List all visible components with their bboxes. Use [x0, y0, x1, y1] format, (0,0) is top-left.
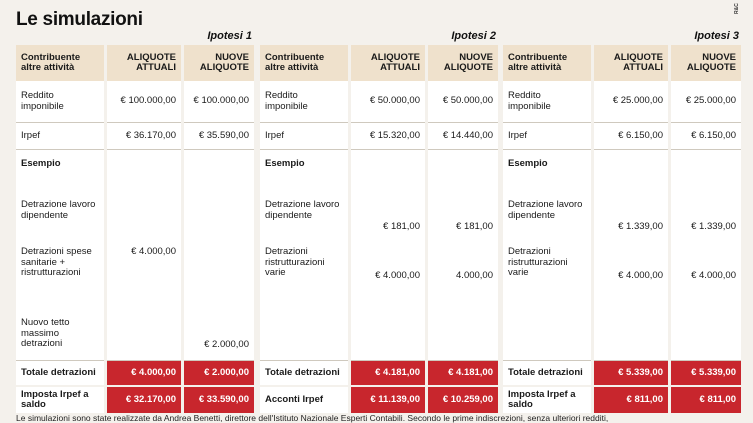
irpef-nuove: € 6.150,00: [671, 123, 741, 150]
header-contribuente: Contribuente altre attività: [16, 45, 104, 81]
imposta-attuali: € 811,00: [594, 387, 668, 413]
example-nuove-cell: [671, 150, 741, 361]
totale-nuove: € 5.339,00: [671, 361, 741, 387]
reddito-label: Reddito imponibile: [260, 81, 348, 123]
page-title: Le simulazioni: [16, 9, 143, 30]
totale-attuali: € 5.339,00: [594, 361, 668, 387]
item1-attuali: € 181,00: [383, 221, 420, 232]
item2-nuove: 4.000,00: [456, 270, 493, 281]
esempio-heading: Esempio: [21, 158, 61, 169]
header-nuove-aliquote: NUOVE ALIQUOTE: [428, 45, 498, 81]
reddito-attuali: € 25.000,00: [594, 81, 668, 123]
esempio-heading: Esempio: [508, 158, 548, 169]
header-aliquote-attuali: ALIQUOTE ATTUALI: [351, 45, 425, 81]
ipotesi-label: Ipotesi 2: [451, 30, 496, 42]
header-contribuente: Contribuente altre attività: [260, 45, 348, 81]
item1-label: Detrazione lavoro dipendente: [508, 199, 583, 221]
reddito-attuali: € 100.000,00: [107, 81, 181, 123]
simulation-table: [260, 45, 498, 413]
header-contribuente: Contribuente altre attività: [503, 45, 591, 81]
imposta-nuove: € 811,00: [671, 387, 741, 413]
item2-nuove: € 4.000,00: [691, 270, 736, 281]
example-label-cell: [260, 150, 348, 361]
example-attuali-cell: [594, 150, 668, 361]
irpef-label: Irpef: [503, 123, 591, 150]
totale-nuove: € 2.000,00: [184, 361, 254, 387]
irpef-attuali: € 6.150,00: [594, 123, 668, 150]
imposta-label: Imposta Irpef a saldo: [503, 387, 591, 413]
item1-label: Detrazione lavoro dipendente: [265, 199, 340, 221]
imposta-nuove: € 10.259,00: [428, 387, 498, 413]
example-label-cell: [503, 150, 591, 361]
header-nuove-aliquote: NUOVE ALIQUOTE: [671, 45, 741, 81]
item1-nuove: € 181,00: [456, 221, 493, 232]
ipotesi-label: Ipotesi 1: [207, 30, 252, 42]
reddito-attuali: € 50.000,00: [351, 81, 425, 123]
item2-label: Detrazioni spese sanitarie + ristrutturazioni: [21, 246, 92, 278]
totale-nuove: € 4.181,00: [428, 361, 498, 387]
totale-label: Totale detrazioni: [503, 361, 591, 387]
reddito-label: Reddito imponibile: [503, 81, 591, 123]
totale-label: Totale detrazioni: [260, 361, 348, 387]
footnote: Le simulazioni sono state realizzate da Andrea Benetti, direttore dell'Istituto Nazionale Esperti Contabili. Secondo le prime indiscrezioni, senza ulteriori redditi,: [16, 413, 609, 423]
imposta-attuali: € 11.139,00: [351, 387, 425, 413]
imposta-attuali: € 32.170,00: [107, 387, 181, 413]
simulation-table: [503, 45, 741, 413]
example-attuali-cell: [351, 150, 425, 361]
example-attuali-cell: [107, 150, 181, 361]
imposta-label: Imposta Irpef a saldo: [16, 387, 104, 413]
imposta-nuove: € 33.590,00: [184, 387, 254, 413]
item2-attuali: € 4.000,00: [375, 270, 420, 281]
simulation-table: [16, 45, 254, 413]
item3-nuove: € 2.000,00: [204, 339, 249, 350]
item1-attuali: € 1.339,00: [618, 221, 663, 232]
irpef-nuove: € 35.590,00: [184, 123, 254, 150]
irpef-attuali: € 36.170,00: [107, 123, 181, 150]
reddito-nuove: € 25.000,00: [671, 81, 741, 123]
reddito-label: Reddito imponibile: [16, 81, 104, 123]
irpef-label: Irpef: [16, 123, 104, 150]
example-label-cell: [16, 150, 104, 361]
reddito-nuove: € 50.000,00: [428, 81, 498, 123]
ipotesi-label: Ipotesi 3: [694, 30, 739, 42]
reddito-nuove: € 100.000,00: [184, 81, 254, 123]
irpef-nuove: € 14.440,00: [428, 123, 498, 150]
totale-attuali: € 4.181,00: [351, 361, 425, 387]
irpef-label: Irpef: [260, 123, 348, 150]
item2-label: Detrazioni ristrutturazioni varie: [265, 246, 325, 278]
item3-label: Nuovo tetto massimo detrazioni: [21, 317, 70, 349]
header-aliquote-attuali: ALIQUOTE ATTUALI: [594, 45, 668, 81]
item1-nuove: € 1.339,00: [691, 221, 736, 232]
example-nuove-cell: [184, 150, 254, 361]
item2-label: Detrazioni ristrutturazioni varie: [508, 246, 568, 278]
item2-attuali: € 4.000,00: [618, 270, 663, 281]
totale-attuali: € 4.000,00: [107, 361, 181, 387]
example-nuove-cell: [428, 150, 498, 361]
esempio-heading: Esempio: [265, 158, 305, 169]
imposta-label: Acconti Irpef: [260, 387, 348, 413]
header-nuove-aliquote: NUOVE ALIQUOTE: [184, 45, 254, 81]
item1-label: Detrazione lavoro dipendente: [21, 199, 96, 221]
totale-label: Totale detrazioni: [16, 361, 104, 387]
irpef-attuali: € 15.320,00: [351, 123, 425, 150]
credit-mark: R&C: [734, 3, 740, 14]
header-aliquote-attuali: ALIQUOTE ATTUALI: [107, 45, 181, 81]
item2-attuali: € 4.000,00: [131, 246, 176, 257]
